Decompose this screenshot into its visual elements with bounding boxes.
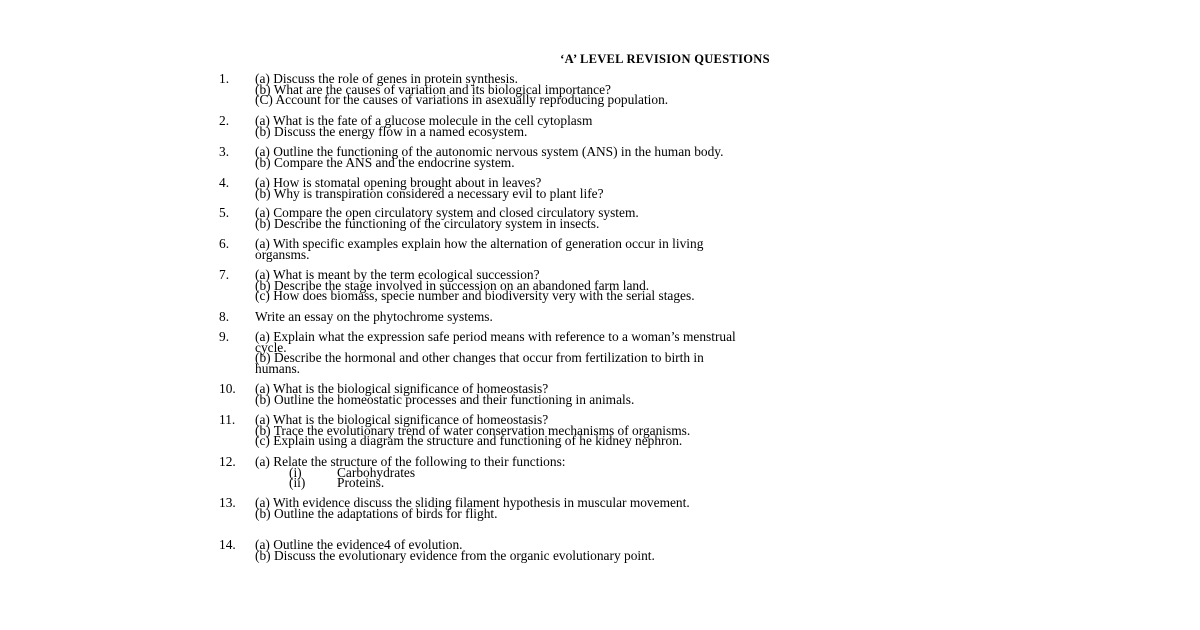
question-13 xyxy=(219,495,1149,521)
question-11 xyxy=(219,412,1149,449)
question-line: Write an essay on the phytochrome systems. xyxy=(255,309,493,324)
question-5 xyxy=(219,205,1149,231)
question-9 xyxy=(219,329,1149,376)
question-number: 10. xyxy=(219,381,236,396)
question-line: (c) Explain using a diagram the structure and functioning of he kidney nephron. xyxy=(255,433,683,449)
question-line: (b) Trace the evolutionary trend of water conservation mechanisms of organisms. xyxy=(255,422,691,438)
question-7 xyxy=(219,267,1149,304)
question-line: (b) Describe the stage involved in succession on an abandoned farm land. xyxy=(255,277,650,293)
question-number: 4. xyxy=(219,175,230,190)
question-number: 11. xyxy=(219,412,236,427)
question-line: (a) Compare the open circulatory system and closed circulatory system. xyxy=(255,205,639,220)
question-2 xyxy=(219,113,1149,139)
question-10 xyxy=(219,381,1149,407)
question-line: cycle. xyxy=(255,339,287,355)
sub-item-numeral: (ii) xyxy=(289,475,306,491)
question-4 xyxy=(219,175,1149,201)
question-number: 14. xyxy=(219,537,236,552)
question-line: (b) Outline the adaptations of birds for flight. xyxy=(255,505,498,521)
question-number: 8. xyxy=(219,309,230,324)
question-line: (a) How is stomatal opening brought about in leaves? xyxy=(255,175,542,190)
question-line: (a) Outline the functioning of the autonomic nervous system (ANS) in the human body. xyxy=(255,144,724,159)
question-number: 5. xyxy=(219,205,230,220)
question-number: 6. xyxy=(219,236,230,251)
question-line: organsms. xyxy=(255,246,310,262)
question-line: (c) How does biomass, specie number and biodiversity very with the serial stages. xyxy=(255,288,695,304)
sub-item-text: Proteins. xyxy=(337,475,385,491)
question-3 xyxy=(219,144,1149,170)
question-line: (a) With evidence discuss the sliding filament hypothesis in muscular movement. xyxy=(255,495,690,510)
question-number: 9. xyxy=(219,329,230,344)
question-number: 2. xyxy=(219,113,230,128)
question-line: (a) What is the biological significance of homeostasis? xyxy=(255,412,549,427)
question-line: (a) Explain what the expression safe period means with reference to a woman’s menstrual xyxy=(255,329,736,344)
sub-item-numeral: (i) xyxy=(289,464,302,480)
question-line: (b) What are the causes of variation and its biological importance? xyxy=(255,81,611,97)
question-line: (b) Discuss the energy flow in a named ecosystem. xyxy=(255,123,528,139)
question-1 xyxy=(219,71,1149,108)
question-line: (a) Discuss the role of genes in protein synthesis. xyxy=(255,71,518,86)
question-number: 7. xyxy=(219,267,230,282)
question-line: (a) What is the fate of a glucose molecule in the cell cytoplasm xyxy=(255,113,593,128)
question-8 xyxy=(219,309,1149,324)
question-12 xyxy=(219,454,1149,491)
question-line: (a) Outline the evidence4 of evolution. xyxy=(255,537,463,552)
question-line: (b) Discuss the evolutionary evidence from the organic evolutionary point. xyxy=(255,547,655,563)
question-line: (C) Account for the causes of variations in asexually reproducing population. xyxy=(255,92,669,108)
question-number: 3. xyxy=(219,144,230,159)
sub-item-text: Carbohydrates xyxy=(337,464,416,480)
question-number: 1. xyxy=(219,71,230,86)
question-line: (a) With specific examples explain how the alternation of generation occur in living xyxy=(255,236,704,251)
question-line: (b) Describe the functioning of the circulatory system in insects. xyxy=(255,215,600,231)
question-line: (b) Describe the hormonal and other changes that occur from fertilization to birth in xyxy=(255,350,704,366)
question-line: (a) What is the biological significance of homeostasis? xyxy=(255,381,549,396)
sub-item xyxy=(219,475,1149,491)
question-line: (b) Outline the homeostatic processes and their functioning in animals. xyxy=(255,391,635,407)
question-line: (a) Relate the structure of the following to their functions: xyxy=(255,454,566,469)
question-line: (b) Why is transpiration considered a necessary evil to plant life? xyxy=(255,185,604,201)
question-line: humans. xyxy=(255,360,301,376)
question-number: 13. xyxy=(219,495,236,510)
question-line: (b) Compare the ANS and the endocrine system. xyxy=(255,154,515,170)
question-6 xyxy=(219,236,1149,262)
question-line: (a) What is meant by the term ecological succession? xyxy=(255,267,540,282)
question-number: 12. xyxy=(219,454,236,469)
document-title: ‘A’ LEVEL REVISION QUESTIONS xyxy=(560,52,770,66)
question-14 xyxy=(219,537,1149,563)
